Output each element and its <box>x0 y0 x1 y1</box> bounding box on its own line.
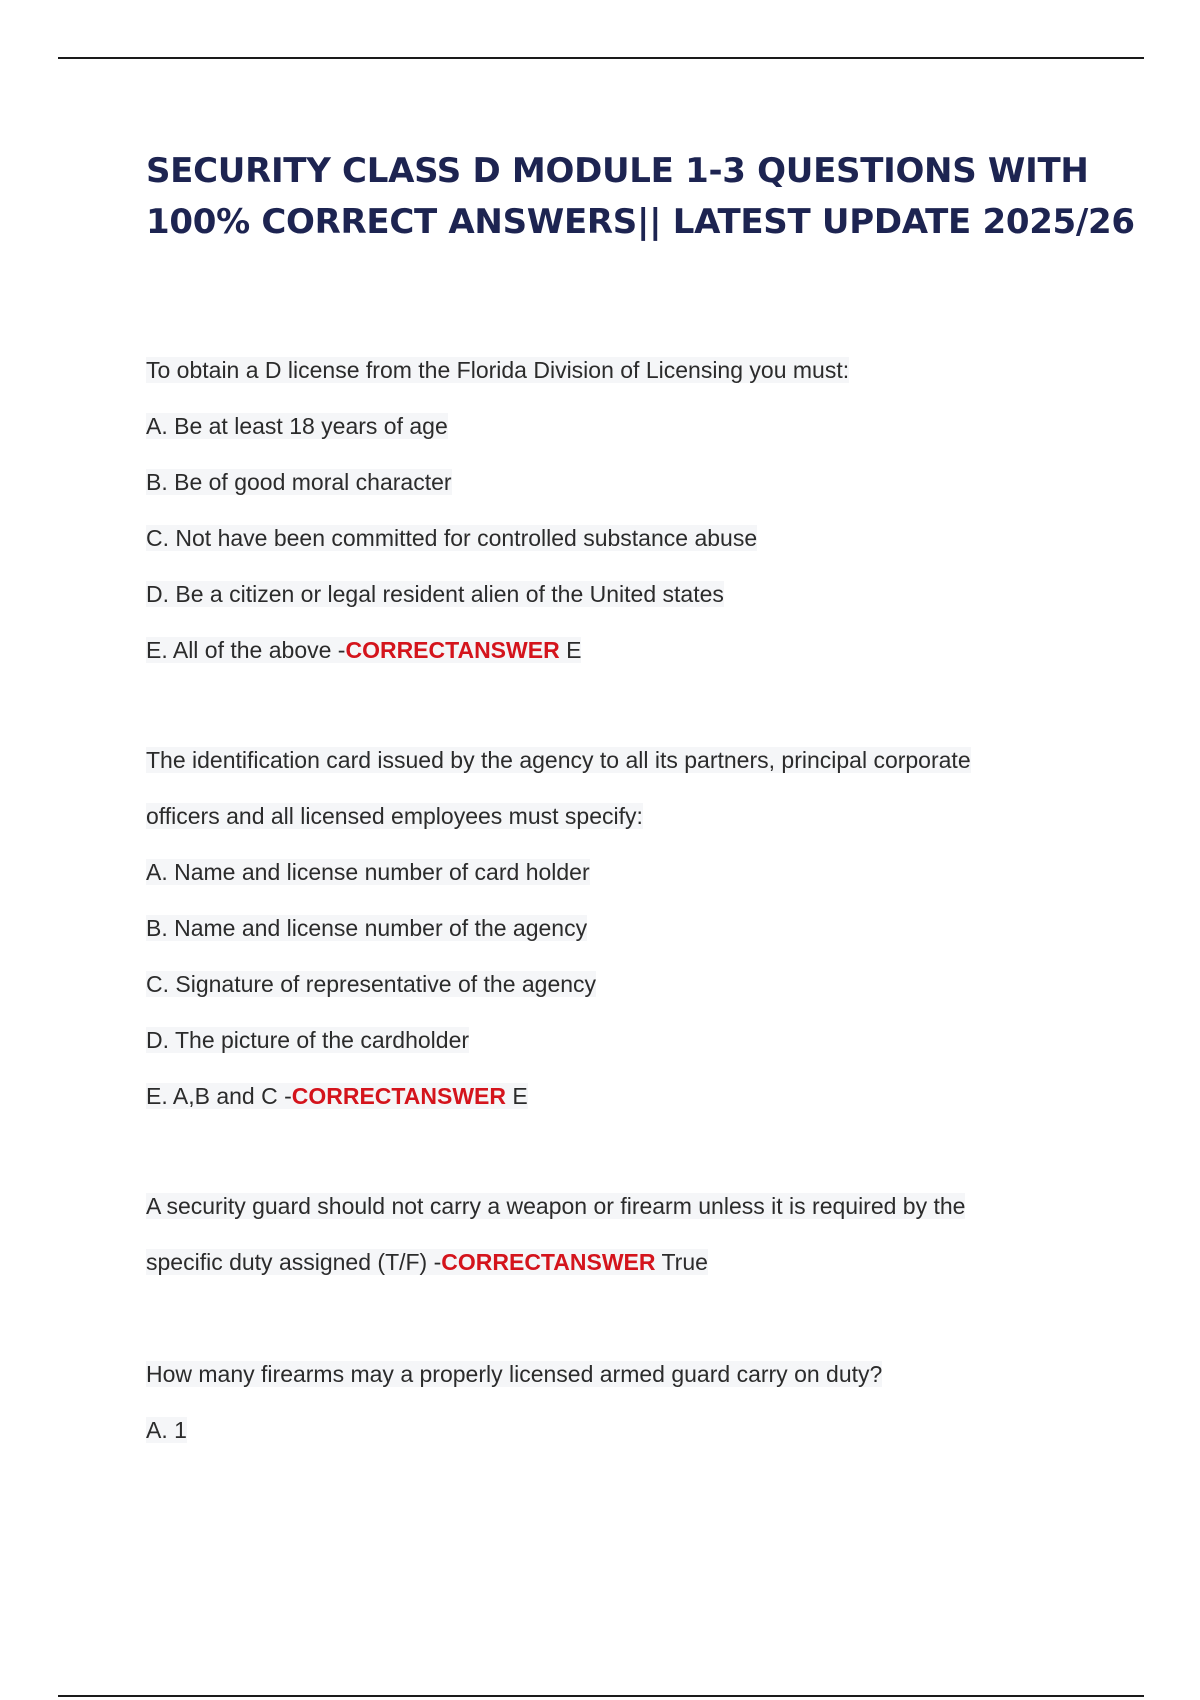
question-2 <box>146 732 1046 1124</box>
option-e-with-answer <box>146 622 1046 678</box>
option-c: C. Signature of representative of the agency <box>146 971 597 997</box>
question-stem-with-answer <box>146 1234 1046 1290</box>
option-e-text: E. A,B and C - <box>146 1083 292 1109</box>
option-d: D. Be a citizen or legal resident alien of the United states <box>146 581 724 607</box>
question-stem-line-1: The identification card issued by the agency to all its partners, principal corporate <box>146 747 971 773</box>
question-stem-line-1: A security guard should not carry a weapon or firearm unless it is required by the <box>146 1193 966 1219</box>
option-a: A. 1 <box>146 1417 187 1443</box>
option-a: A. Be at least 18 years of age <box>146 413 448 439</box>
option-b: B. Be of good moral character <box>146 469 452 495</box>
option-c: C. Not have been committed for controlled substance abuse <box>146 525 758 551</box>
option-b: B. Name and license number of the agency <box>146 915 588 941</box>
question-4 <box>146 1346 1046 1458</box>
answer-value: E <box>512 1083 528 1109</box>
title-line-1: SECURITY CLASS D MODULE 1-3 QUESTIONS WITH <box>146 151 1089 191</box>
page-title <box>146 146 1146 248</box>
question-stem: How many firearms may a properly licensed armed guard carry on duty? <box>146 1361 883 1387</box>
question-stem-line-2: specific duty assigned (T/F) - <box>146 1249 442 1275</box>
question-stem: To obtain a D license from the Florida Division of Licensing you must: <box>146 357 850 383</box>
question-1 <box>146 342 1046 678</box>
top-divider <box>58 57 1144 59</box>
correct-answer-label: CORRECTANSWER <box>291 1083 506 1109</box>
answer-value: True <box>661 1249 708 1275</box>
option-d: D. The picture of the cardholder <box>146 1027 470 1053</box>
option-a: A. Name and license number of card holder <box>146 859 590 885</box>
option-e-text: E. All of the above - <box>146 637 346 663</box>
question-stem-line-2: officers and all licensed employees must specify: <box>146 803 643 829</box>
answer-value: E <box>566 637 582 663</box>
correct-answer-label: CORRECTANSWER <box>345 637 560 663</box>
correct-answer-label: CORRECTANSWER <box>441 1249 656 1275</box>
question-3 <box>146 1178 1046 1290</box>
title-line-2: 100% CORRECT ANSWERS|| LATEST UPDATE 2025/26 <box>146 202 1135 242</box>
option-e-with-answer <box>146 1068 1046 1124</box>
bottom-divider <box>58 1695 1144 1697</box>
